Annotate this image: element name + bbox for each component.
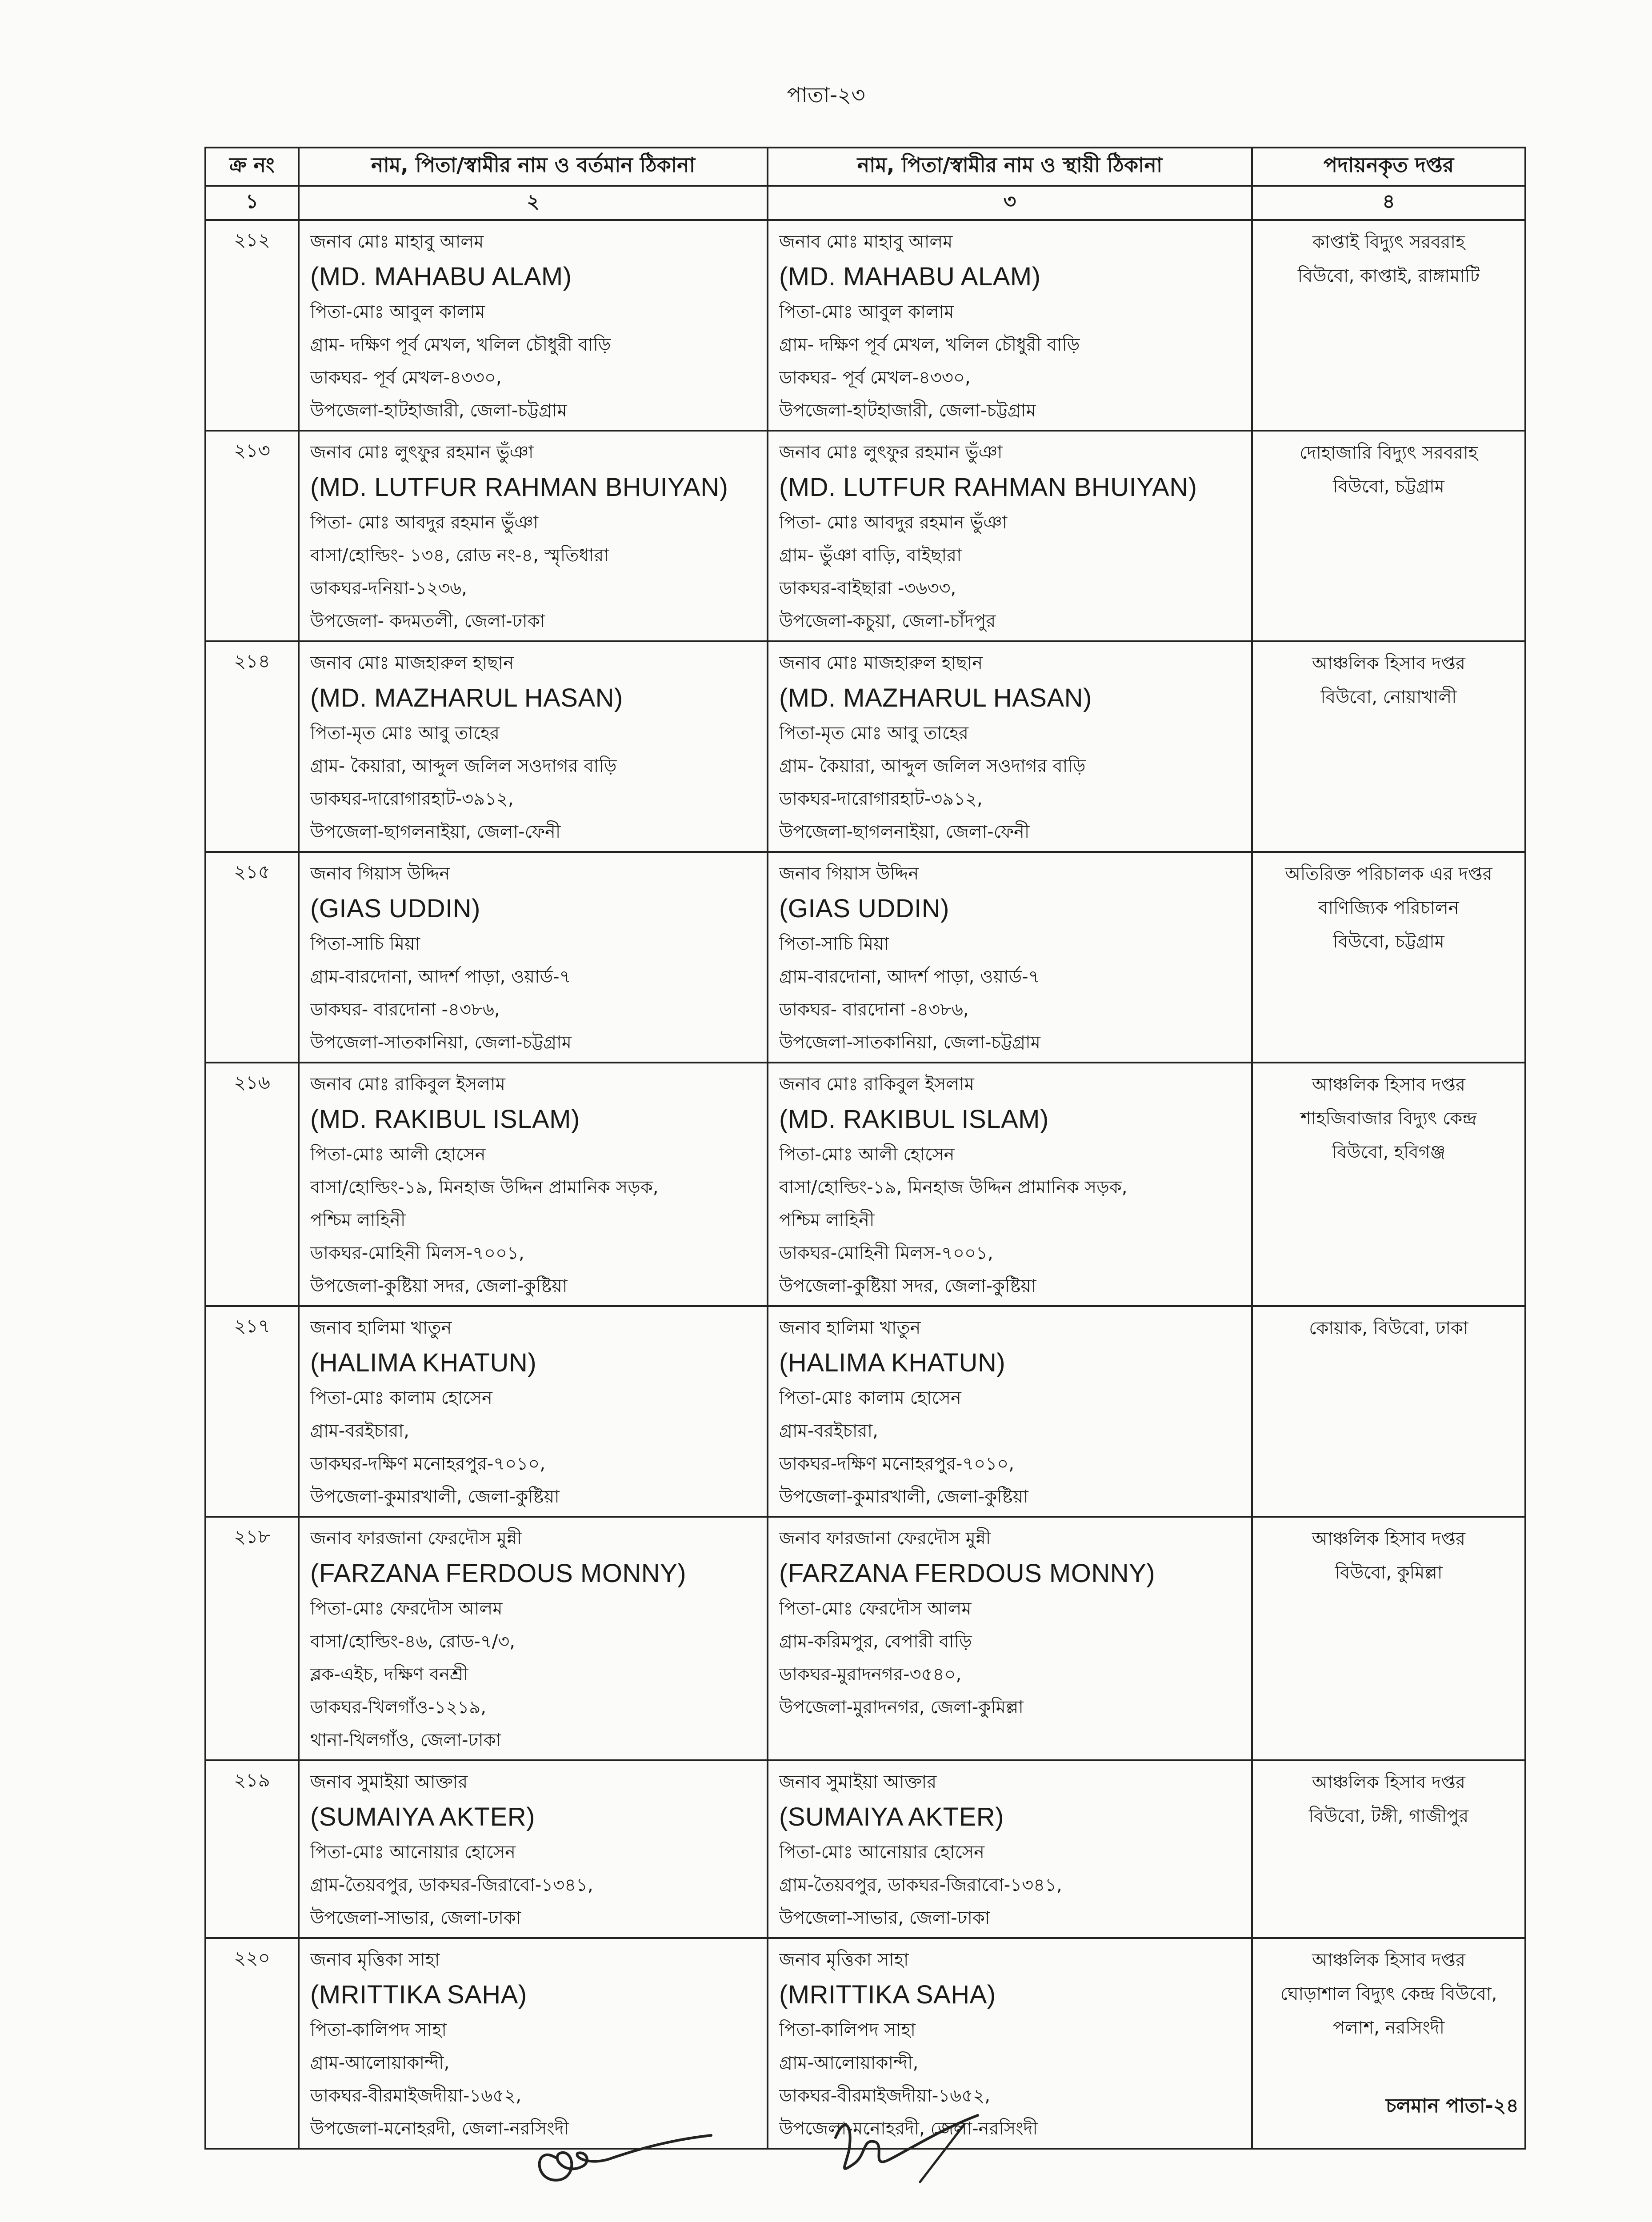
bangla-name: জনাব হালিমা খাতুন (310, 1318, 452, 1338)
bangla-name: জনাব মোঃ মাহাবু আলম (310, 232, 484, 252)
address-line: গ্রাম- দক্ষিণ পূর্ব মেখল, খলিল চৌধুরী বাড়ি (779, 335, 1080, 355)
address-line: পশ্চিম লাহিনী (779, 1210, 875, 1231)
serial-number: ২১৯ (205, 1760, 299, 1938)
address-line: ডাকঘর- পূর্ব মেখল-৪৩৩০, (779, 368, 971, 388)
permanent-address-cell (768, 1760, 1252, 1938)
posting-office-cell (1252, 1063, 1525, 1306)
bangla-name: জনাব গিয়াস উদ্দিন (310, 863, 450, 884)
address-line: গ্রাম-বরইচারা, (310, 1421, 409, 1441)
address-line: ডাকঘর-দারোগারহাট-৩৯১২, (310, 789, 514, 809)
address-line: পিতা- মোঃ আবদুর রহমান ভুঁঞা (779, 512, 1008, 533)
permanent-address-cell (768, 1517, 1252, 1760)
bangla-name: জনাব মোঃ মাজহারুল হাছান (779, 653, 983, 673)
english-name: (HALIMA KHATUN) (310, 1348, 537, 1377)
posting-office-line: বিউবো, চট্টগ্রাম (1333, 931, 1444, 952)
english-name: (SUMAIYA AKTER) (310, 1802, 535, 1831)
bangla-name: জনাব সুমাইয়া আক্তার (779, 1772, 937, 1792)
page-number: পাতা-২৩ (787, 83, 865, 108)
address-line: উপজেলা-সাতকানিয়া, জেলা-চট্টগ্রাম (779, 1032, 1040, 1053)
continuation-note: চলমান পাতা-২৪ (1385, 2094, 1519, 2117)
table-row (205, 1306, 1525, 1517)
address-line: বাসা/হোল্ডিং-১৯, মিনহাজ উদ্দিন প্রামানিক সড়ক, (779, 1177, 1128, 1198)
address-line: উপজেলা-সাভার, জেলা-ঢাকা (310, 1908, 521, 1928)
address-line: বাসা/হোল্ডিং-৪৬, রোড-৭/৩, (310, 1631, 515, 1652)
address-line: ডাকঘর-খিলগাঁও-১২১৯, (310, 1697, 486, 1718)
address-line: পিতা-সাচি মিয়া (310, 934, 420, 954)
bangla-name: জনাব সুমাইয়া আক্তার (310, 1772, 468, 1792)
address-line: ডাকঘর-বীরমাইজদীয়া-১৬৫২, (310, 2086, 521, 2106)
english-name: (MD. MAZHARUL HASAN) (779, 683, 1092, 712)
address-line: গ্রাম-তৈয়বপুর, ডাকঘর-জিরাবো-১৩৪১, (779, 1875, 1062, 1895)
table-row (205, 1063, 1525, 1306)
column-index: ৪ (1252, 186, 1525, 220)
posting-office-line: বিউবো, কুমিল্লা (1335, 1563, 1443, 1583)
english-name: (FARZANA FERDOUS MONNY) (779, 1559, 1156, 1588)
present-address-cell (299, 1760, 768, 1938)
address-line: গ্রাম-বরইচারা, (779, 1421, 878, 1441)
table-row (205, 1517, 1525, 1760)
english-name: (MD. MAHABU ALAM) (779, 262, 1041, 291)
staff-posting-table (204, 147, 1526, 2150)
address-line: পিতা-মোঃ ফেরদৌস আলম (779, 1599, 972, 1619)
address-line: উপজেলা- কদমতলী, জেলা-ঢাকা (310, 611, 545, 631)
english-name: (MRITTIKA SAHA) (310, 1980, 527, 2009)
address-line: গ্রাম-আলোয়াকান্দী, (310, 2053, 450, 2073)
table-row (205, 852, 1525, 1063)
permanent-address-cell (768, 1306, 1252, 1517)
bangla-name: জনাব মোঃ লুৎফুর রহমান ভুঁঞা (310, 442, 534, 463)
table-row (205, 641, 1525, 852)
address-line: উপজেলা-মনোহরদী, জেলা-নরসিংদী (310, 2118, 569, 2139)
posting-office-line: বিউবো, টঙ্গী, গাজীপুর (1308, 1806, 1469, 1826)
posting-office-line: দোহাজারি বিদ্যুৎ সরবরাহ (1300, 443, 1478, 463)
english-name: (MD. RAKIBUL ISLAM) (779, 1105, 1049, 1134)
permanent-address-cell (768, 431, 1252, 641)
posting-office-line: আঞ্চলিক হিসাব দপ্তর (1312, 1950, 1465, 1970)
address-line: পিতা-কালিপদ সাহা (310, 2020, 447, 2040)
address-line: গ্রাম-করিমপুর, বেপারী বাড়ি (779, 1631, 972, 1652)
posting-office-line: ঘোড়াশাল বিদ্যুৎ কেন্দ্র বিউবো, (1280, 1984, 1497, 2004)
address-line: ডাকঘর- বারদোনা -৪৩৮৬, (779, 999, 969, 1020)
table-body (205, 220, 1525, 2149)
bangla-name: জনাব মোঃ রাকিবুল ইসলাম (779, 1074, 974, 1095)
present-address-cell (299, 641, 768, 852)
english-name: (MD. LUTFUR RAHMAN BHUIYAN) (310, 473, 728, 502)
address-line: পিতা-মোঃ কালাম হোসেন (779, 1388, 961, 1408)
address-line: ডাকঘর- পূর্ব মেখল-৪৩৩০, (310, 368, 502, 388)
column-index: ২ (299, 186, 768, 220)
address-line: পশ্চিম লাহিনী (310, 1210, 406, 1231)
address-line: ব্লক-এইচ, দক্ষিণ বনশ্রী (310, 1664, 468, 1685)
bangla-name: জনাব ফারজানা ফেরদৌস মুন্নী (779, 1528, 991, 1549)
permanent-address-cell (768, 641, 1252, 852)
serial-number: ২১২ (205, 220, 299, 431)
present-address-cell (299, 1306, 768, 1517)
address-line: ডাকঘর- বারদোনা -৪৩৮৬, (310, 999, 500, 1020)
signature-1 (524, 2109, 738, 2198)
address-line: পিতা-মোঃ আনোয়ার হোসেন (779, 1842, 985, 1862)
address-line: পিতা- মোঃ আবদুর রহমান ভুঁঞা (310, 512, 539, 533)
address-line: গ্রাম- কৈয়ারা, আব্দুল জলিল সওদাগর বাড়ি (779, 756, 1086, 776)
header-present-address: নাম, পিতা/স্বামীর নাম ও বর্তমান ঠিকানা (299, 148, 768, 186)
address-line: উপজেলা-কুষ্টিয়া সদর, জেলা-কুষ্টিয়া (779, 1276, 1036, 1296)
serial-number: ২১৪ (205, 641, 299, 852)
posting-office-line: আঞ্চলিক হিসাব দপ্তর (1312, 653, 1465, 674)
posting-office-line: পলাশ, নরসিংদী (1332, 2018, 1445, 2038)
address-line: উপজেলা-কুষ্টিয়া সদর, জেলা-কুষ্টিয়া (310, 1276, 568, 1296)
signature-2 (818, 2098, 1004, 2195)
serial-number: ২১৮ (205, 1517, 299, 1760)
serial-number: ২১৭ (205, 1306, 299, 1517)
table-row (205, 1760, 1525, 1938)
address-line: পিতা-মোঃ আবুল কালাম (779, 302, 954, 322)
address-line: উপজেলা-সাতকানিয়া, জেলা-চট্টগ্রাম (310, 1032, 572, 1053)
present-address-cell (299, 1063, 768, 1306)
serial-number: ২২০ (205, 1938, 299, 2149)
serial-number: ২১৩ (205, 431, 299, 641)
address-line: পিতা-মোঃ আবুল কালাম (310, 302, 485, 322)
bangla-name: জনাব মোঃ রাকিবুল ইসলাম (310, 1074, 505, 1095)
address-line: পিতা-মোঃ ফেরদৌস আলম (310, 1599, 503, 1619)
address-line: গ্রাম-বারদোনা, আদর্শ পাড়া, ওয়ার্ড-৭ (779, 967, 1040, 987)
address-line: গ্রাম- কৈয়ারা, আব্দুল জলিল সওদাগর বাড়ি (310, 756, 617, 776)
permanent-address-cell (768, 852, 1252, 1063)
posting-office-line: বিউবো, হবিগঞ্জ (1332, 1142, 1446, 1163)
address-line: পিতা-মোঃ কালাম হোসেন (310, 1388, 492, 1408)
posting-office-cell (1252, 220, 1525, 431)
posting-office-line: কোয়াক, বিউবো, ঢাকা (1309, 1318, 1468, 1339)
address-line: গ্রাম- দক্ষিণ পূর্ব মেখল, খলিল চৌধুরী বাড়ি (310, 335, 611, 355)
address-line: উপজেলা-মনোহরদী, জেলা-নরসিংদী (779, 2118, 1038, 2139)
posting-office-line: আঞ্চলিক হিসাব দপ্তর (1312, 1529, 1465, 1549)
posting-office-cell (1252, 641, 1525, 852)
address-line: ডাকঘর-বাইছারা -৩৬৩৩, (779, 578, 956, 599)
english-name: (GIAS UDDIN) (310, 894, 480, 923)
english-name: (MD. RAKIBUL ISLAM) (310, 1105, 580, 1134)
english-name: (MD. MAZHARUL HASAN) (310, 683, 623, 712)
english-name: (HALIMA KHATUN) (779, 1348, 1006, 1377)
address-line: উপজেলা-কুমারখালী, জেলা-কুষ্টিয়া (310, 1487, 560, 1507)
address-line: পিতা-সাচি মিয়া (779, 934, 889, 954)
address-line: গ্রাম-বারদোনা, আদর্শ পাড়া, ওয়ার্ড-৭ (310, 967, 571, 987)
column-index: ১ (205, 186, 299, 220)
address-line: ডাকঘর-দারোগারহাট-৩৯১২, (779, 789, 983, 809)
english-name: (SUMAIYA AKTER) (779, 1802, 1004, 1831)
posting-office-cell (1252, 852, 1525, 1063)
address-line: উপজেলা-হাটহাজারী, জেলা-চট্টগ্রাম (310, 400, 567, 421)
permanent-address-cell (768, 220, 1252, 431)
table-header-row (205, 148, 1525, 186)
address-line: ডাকঘর-দক্ষিণ মনোহরপুর-৭০১০, (779, 1454, 1014, 1474)
posting-office-cell (1252, 1306, 1525, 1517)
address-line: বাসা/হোল্ডিং-১৯, মিনহাজ উদ্দিন প্রামানিক সড়ক, (310, 1177, 659, 1198)
address-line: ডাকঘর-বীরমাইজদীয়া-১৬৫২, (779, 2086, 990, 2106)
posting-office-line: আঞ্চলিক হিসাব দপ্তর (1312, 1772, 1465, 1793)
english-name: (MD. MAHABU ALAM) (310, 262, 572, 291)
permanent-address-cell (768, 1063, 1252, 1306)
address-line: ডাকঘর-দক্ষিণ মনোহরপুর-৭০১০, (310, 1454, 545, 1474)
header-serial: ক্র নং (205, 148, 299, 186)
address-line: উপজেলা-কচুয়া, জেলা-চাঁদপুর (779, 611, 996, 631)
present-address-cell (299, 431, 768, 641)
posting-office-line: শাহজিবাজার বিদ্যুৎ কেন্দ্র (1300, 1108, 1477, 1129)
address-line: বাসা/হোল্ডিং- ১৩৪, রোড নং-৪, স্মৃতিধারা (310, 545, 609, 566)
bangla-name: জনাব হালিমা খাতুন (779, 1318, 921, 1338)
present-address-cell (299, 1517, 768, 1760)
address-line: গ্রাম-তৈয়বপুর, ডাকঘর-জিরাবো-১৩৪১, (310, 1875, 593, 1895)
address-line: গ্রাম- ভুঁঞা বাড়ি, বাইছারা (779, 545, 962, 566)
english-name: (MRITTIKA SAHA) (779, 1980, 996, 2009)
bangla-name: জনাব ফারজানা ফেরদৌস মুন্নী (310, 1528, 522, 1549)
address-line: উপজেলা-মুরাদনগর, জেলা-কুমিল্লা (779, 1697, 1024, 1718)
address-line: পিতা-মোঃ আনোয়ার হোসেন (310, 1842, 516, 1862)
address-line: পিতা-কালিপদ সাহা (779, 2020, 916, 2040)
serial-number: ২১৫ (205, 852, 299, 1063)
table-row (205, 431, 1525, 641)
column-index-row (205, 186, 1525, 220)
header-permanent-address: নাম, পিতা/স্বামীর নাম ও স্থায়ী ঠিকানা (768, 148, 1252, 186)
table-row (205, 220, 1525, 431)
address-line: ডাকঘর-মুরাদনগর-৩৫৪০, (779, 1664, 962, 1685)
serial-number: ২১৬ (205, 1063, 299, 1306)
present-address-cell (299, 852, 768, 1063)
address-line: গ্রাম-আলোয়াকান্দী, (779, 2053, 919, 2073)
english-name: (MD. LUTFUR RAHMAN BHUIYAN) (779, 473, 1197, 502)
address-line: পিতা-মোঃ আলী হোসেন (310, 1144, 486, 1165)
posting-office-line: আঞ্চলিক হিসাব দপ্তর (1312, 1075, 1465, 1095)
address-line: উপজেলা-ছাগলনাইয়া, জেলা-ফেনী (310, 822, 561, 842)
posting-office-line: অতিরিক্ত পরিচালক এর দপ্তর (1285, 864, 1492, 884)
address-line: ডাকঘর-মোহিনী মিলস-৭০০১, (310, 1243, 524, 1263)
bangla-name: জনাব মোঃ মাহাবু আলম (779, 232, 953, 252)
bangla-name: জনাব মোঃ মাজহারুল হাছান (310, 653, 514, 673)
english-name: (GIAS UDDIN) (779, 894, 949, 923)
posting-office-cell (1252, 1760, 1525, 1938)
posting-office-cell (1252, 1517, 1525, 1760)
bangla-name: জনাব গিয়াস উদ্দিন (779, 863, 919, 884)
posting-office-cell (1252, 431, 1525, 641)
address-line: পিতা-মৃত মোঃ আবু তাহের (310, 723, 500, 743)
bangla-name: জনাব মৃত্তিকা সাহা (310, 1950, 440, 1970)
column-index: ৩ (768, 186, 1252, 220)
address-line: উপজেলা-ছাগলনাইয়া, জেলা-ফেনী (779, 822, 1030, 842)
address-line: উপজেলা-সাভার, জেলা-ঢাকা (779, 1908, 990, 1928)
address-line: ডাকঘর-মোহিনী মিলস-৭০০১, (779, 1243, 993, 1263)
posting-office-line: কাপ্তাই বিদ্যুৎ সরবরাহ (1312, 232, 1465, 252)
address-line: উপজেলা-হাটহাজারী, জেলা-চট্টগ্রাম (779, 400, 1036, 421)
posting-office-line: বিউবো, নোয়াখালী (1320, 687, 1457, 707)
address-line: ডাকঘর-দনিয়া-১২৩৬, (310, 578, 467, 599)
posting-office-line: বিউবো, চট্টগ্রাম (1333, 476, 1444, 497)
header-posting-office: পদায়নকৃত দপ্তর (1252, 148, 1525, 186)
posting-office-line: বাণিজ্যিক পরিচালন (1318, 898, 1459, 918)
posting-office-line: বিউবো, কাপ্তাই, রাঙ্গামাটি (1297, 266, 1480, 286)
present-address-cell (299, 220, 768, 431)
address-line: উপজেলা-কুমারখালী, জেলা-কুষ্টিয়া (779, 1487, 1028, 1507)
address-line: পিতা-মোঃ আলী হোসেন (779, 1144, 955, 1165)
bangla-name: জনাব মোঃ লুৎফুর রহমান ভুঁঞা (779, 442, 1003, 463)
address-line: পিতা-মৃত মোঃ আবু তাহের (779, 723, 968, 743)
address-line: থানা-খিলগাঁও, জেলা-ঢাকা (310, 1730, 501, 1750)
english-name: (FARZANA FERDOUS MONNY) (310, 1559, 687, 1588)
bangla-name: জনাব মৃত্তিকা সাহা (779, 1950, 909, 1970)
